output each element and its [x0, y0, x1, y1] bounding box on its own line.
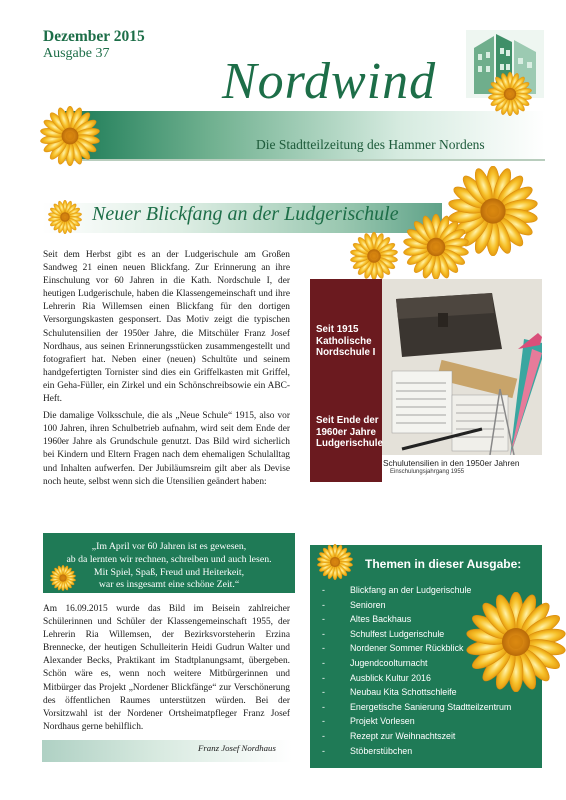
newspaper-subtitle: Die Stadtteilzeitung des Hammer Nordens	[256, 137, 485, 152]
quote-line: „Im April vor 60 Jahren ist es gewesen,	[91, 541, 247, 552]
quote-line: war es insgesamt eine schöne Zeit.“	[98, 579, 240, 591]
issue-number: Ausgabe 37	[43, 46, 110, 61]
theme-label: Ausblick Kultur 2016	[350, 672, 431, 683]
article-title: Neuer Blickfang an der Ludgerischule	[92, 203, 399, 225]
theme-label: Jugendcoolturnacht	[350, 657, 428, 668]
list-item: - Jugendcoolturnacht	[322, 657, 428, 668]
flower-icon	[346, 232, 402, 280]
paragraph: Seit dem Herbst gibt es an der Ludgerischule am Großen Sandweg 21 einen neuen Blickfang. Zur Erinnerung an ihre Einschulung vor 60 Jahren in die Kath. Nordschule I, der heutigen Ludgerischule, haben die Klassengemeinschaft und ihre Lehrerin Ria Willemsen einen Blickfang für den dortigen Versorgungskasten gesponsert. Das Motiv zeigt die typischen Schulutensilien der 1950er Jahre, die Mitschüler Franz Josef Nordhaus, aus seinen Erinnerungsstücken zusammengestellt und fotografiert hat. Neben einer (neuen) Schultüte und seinem handgefertigten Tornister sind dies ein Griffelkasten mit Griffel, ein Geha-Füller, ein Zirkel und ein Schönschreibsowie ein ABC-Heft.	[43, 250, 290, 405]
quote-box	[43, 533, 295, 593]
article-body	[43, 249, 290, 493]
flower-icon	[46, 565, 80, 591]
quote-line: Mit Spiel, Spaß, Freud und Heiterkeit,	[93, 566, 245, 578]
newspaper-title: Nordwind	[222, 53, 437, 110]
photo-label-panel	[310, 279, 382, 482]
photo-label-top	[316, 324, 375, 359]
flower-icon	[398, 214, 474, 280]
theme-label: Schulfest Ludgerischule	[350, 628, 445, 639]
theme-label: Rezept zur Weihnachtszeit	[350, 730, 456, 741]
flower-icon	[312, 544, 358, 580]
flower-icon	[44, 200, 86, 234]
photo-label-line: Seit 1915	[316, 324, 359, 335]
photo-label-line: Seit Ende der	[316, 415, 379, 426]
theme-label: Projekt Vorlesen	[350, 716, 415, 727]
list-item: - Nordener Sommer Rückblick	[322, 643, 464, 654]
flower-icon	[488, 72, 532, 116]
header-band-shadow	[65, 159, 545, 161]
flower-icon	[466, 592, 566, 692]
list-item: - Neubau Kita Schottschleife	[322, 687, 457, 698]
paragraph: Die damalige Volksschule, die als „Neue Schule“ 1915, also vor 100 Jahren, ihren Schulbetrieb aufnahm, wird seit dem Ende der 1960er Jahre als Grundschule genutzt. Das Bild wird sicherlich bei Kindern und Eltern Fragen nach dem ehemaligen Schulalltag und Inhalten aufwerfen. Der Jubiläumsreim gilt aber als Devise noch heute, selbst wenn sich die Utensilien geändert haben:	[43, 411, 290, 487]
list-item: - Altes Backhaus	[322, 614, 412, 625]
quote-line: ab da lernten wir rechnen, schreiben und auch lesen.	[66, 553, 272, 565]
article-body-continued: Am 16.09.2015 wurde das Bild im Beisein zahlreicher Schülerinnen und Schüler der Klassengemeinschaft 1955, der Lehrerin Ria Willemsen, der Bezirksvorsteherin Erzina Brennecke, der heutigen Schulleiterin Heidi Gudrun Walter und Alexander Becks, Praktikant im Stadtplanungsamt, übergeben. Schön wäre es, wenn noch weitere Mitbürgerinnen und Mitbürger das Projekt „Nordener Blickfänge“ zur Verschönerung des öffentlichen Raumes unterstützen würden. Bei der Vorsitzwahl ist der Nordener Ortsheimatpfleger Franz Josef Nordhaus gerne behilflich.	[43, 604, 290, 732]
photo-label-line: 1960er Jahre	[316, 426, 376, 438]
themes-title: Themen in dieser Ausgabe:	[365, 557, 522, 571]
article-author: Franz Josef Nordhaus	[198, 743, 276, 753]
issue-month: Dezember 2015	[43, 28, 145, 45]
school-utensils-illustration	[382, 279, 542, 482]
list-item: - Rezept zur Weihnachtszeit	[322, 730, 456, 741]
photo-label-bottom	[316, 415, 383, 450]
list-item: - Schulfest Ludgerischule	[322, 628, 445, 639]
list-item: - Projekt Vorlesen	[322, 716, 415, 727]
photo-caption: Schulutensilien in den 1950er Jahren	[383, 458, 520, 468]
photo-label-line: Ludgerischule	[316, 438, 383, 449]
photo-label-line: Katholische	[316, 335, 372, 347]
photo-caption-small: Einschulungsjahrgang 1955	[390, 469, 465, 475]
list-item: - Ausblick Kultur 2016	[322, 672, 431, 683]
theme-label: Altes Backhaus	[350, 614, 412, 625]
list-item: - Energetische Sanierung Stadtteilzentrum	[322, 701, 512, 712]
list-item: - Blickfang an der Ludgerischule	[322, 585, 472, 595]
school-utensils-photo	[382, 279, 542, 482]
theme-label: Nordener Sommer Rückblick	[350, 643, 464, 654]
list-item: - Stöberstübchen	[322, 745, 413, 756]
theme-label: Stöberstübchen	[350, 745, 413, 756]
theme-label: Blickfang an der Ludgerischule	[350, 585, 472, 595]
theme-label: Energetische Sanierung Stadtteilzentrum	[350, 701, 512, 712]
list-item: - Senioren	[322, 599, 386, 610]
flower-icon	[30, 106, 110, 166]
theme-label: Neubau Kita Schottschleife	[350, 687, 457, 698]
theme-label: Senioren	[350, 599, 386, 610]
photo-label-line: Nordschule I	[316, 347, 376, 358]
